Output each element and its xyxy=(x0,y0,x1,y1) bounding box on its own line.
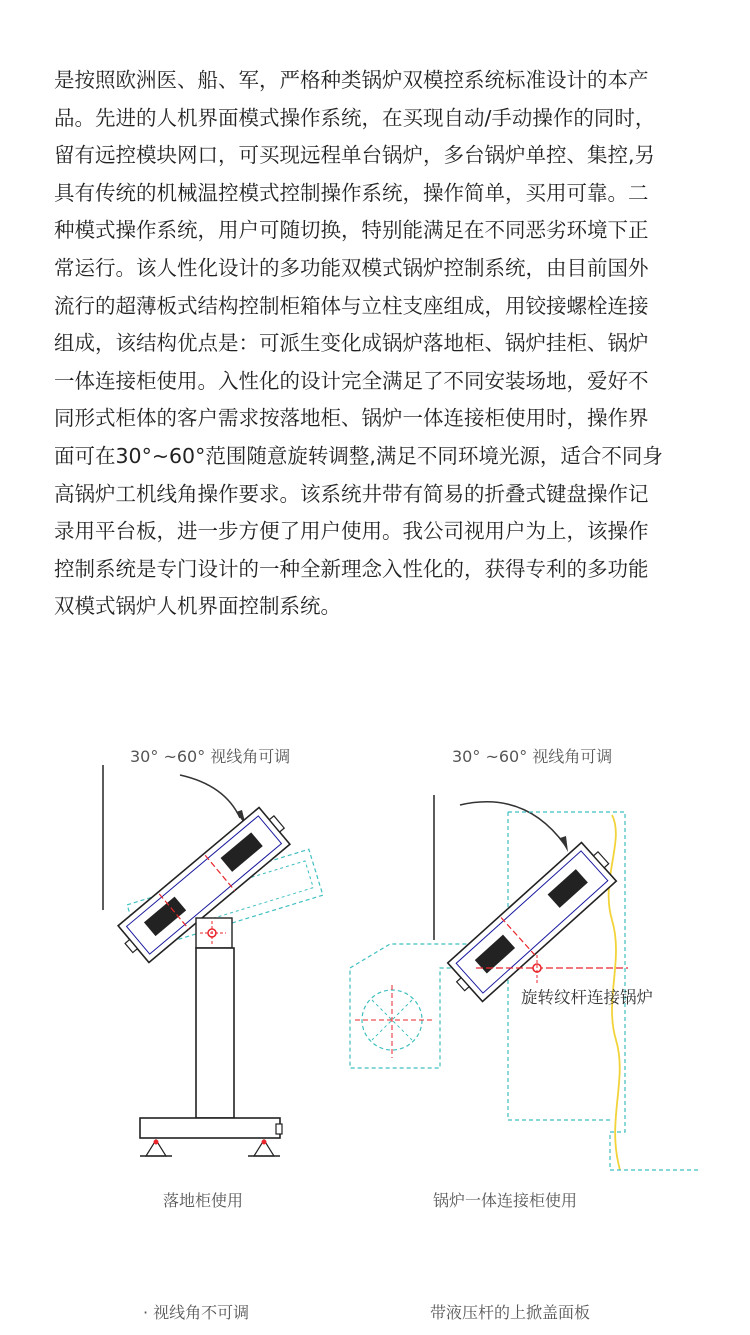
integrated-cabinet-drawing xyxy=(350,795,700,1170)
paragraph-line: 录用平台板，进一步方便了用户使用。我公司视用户为上，该操作 xyxy=(54,519,649,544)
paragraph-line: 留有远控模块网口，可买现远程单台锅炉，多台锅炉单控、集控,另 xyxy=(54,143,656,168)
paragraph-line: 高锅炉工机线角操作要求。该系统井带有简易的折叠式键盘操作记 xyxy=(54,481,649,506)
bottom-right-label: 带液压杆的上掀盖面板 xyxy=(430,1303,591,1322)
left-angle-label: 30° ~60° 视线角可调 xyxy=(130,747,291,766)
paragraph-line: 同形式柜体的客户需求按落地柜、锅炉一体连接柜使用时，操作界 xyxy=(54,406,649,431)
paragraph-line: 面可在30°~60°范围随意旋转调整,满足不同环境光源，适合不同身 xyxy=(54,443,663,468)
paragraph-line: 是按照欧洲医、船、军，严格种类锅炉双模控系统标准设计的本产 xyxy=(54,68,649,92)
paragraph-line: 具有传统的机械温控模式控制操作系统，操作简单，买用可靠。二 xyxy=(54,180,649,205)
bottom-left-label: · 视线角不可调 xyxy=(143,1303,250,1322)
paragraph-line: 种模式操作系统，用户可随切换，特别能满足在不同恶劣环境下正 xyxy=(54,218,649,243)
paragraph-line: 常运行。该人性化设计的多功能双模式锅炉控制系统，由目前国外 xyxy=(54,255,649,280)
paragraph-line: 组成，该结构优点是：可派生变化成锅炉落地柜、锅炉挂柜、锅炉 xyxy=(54,331,649,356)
paragraph-line: 品。先进的人机界面模式操作系统，在买现自动/手动操作的同时， xyxy=(54,105,656,130)
paragraph-line: 控制系统是专门设计的一种全新理念入性化的，获得专利的多功能 xyxy=(54,556,649,581)
paragraph-line: 一体连接柜使用。入性化的设计完全满足了不同安装场地，爱好不 xyxy=(54,368,649,393)
right-caption: 锅炉一体连接柜使用 xyxy=(433,1191,578,1210)
right-angle-label: 30° ~60° 视线角可调 xyxy=(452,747,613,766)
left-caption: 落地柜使用 xyxy=(163,1191,244,1210)
rotate-connector-label: 旋转纹杆连接锅炉 xyxy=(521,988,653,1007)
floor-cabinet-drawing xyxy=(103,765,323,1156)
paragraph-line: 双模式锅炉人机界面控制系统。 xyxy=(54,594,341,619)
paragraph-line: 流行的超薄板式结构控制柜箱体与立柱支座组成，用铰接螺栓连接 xyxy=(54,293,649,318)
